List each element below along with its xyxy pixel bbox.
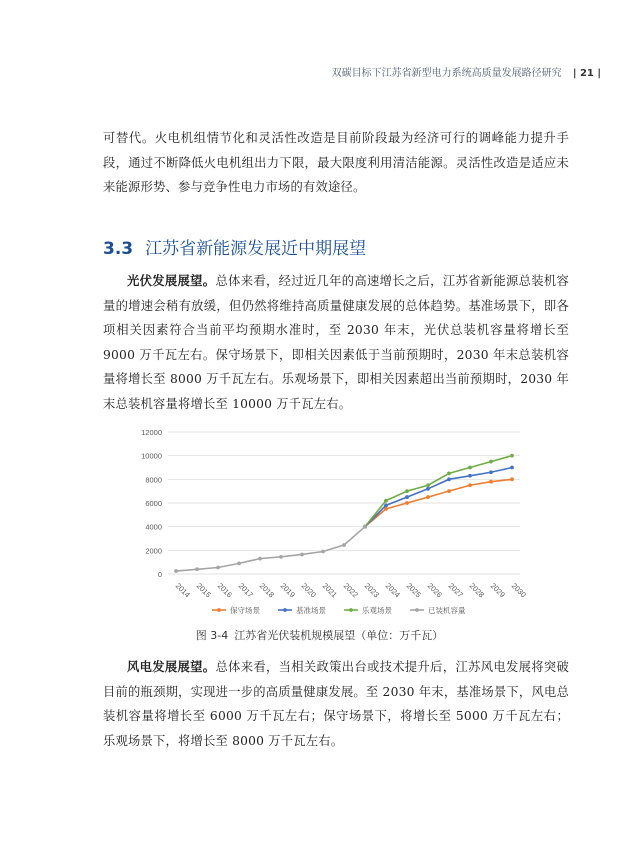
x-tick-label: 2020 [299,581,318,600]
figure-label: 图 3-4 [195,629,229,642]
data-point [468,474,472,478]
data-point [510,454,514,458]
data-point [237,561,241,565]
data-point [426,483,430,487]
legend-marker [217,608,221,612]
series-line-3 [176,527,365,571]
legend-marker [349,608,353,612]
data-point [363,525,367,529]
data-point [447,472,451,476]
y-tick-label: 10000 [141,451,162,461]
data-point [342,543,346,547]
legend-marker [415,608,419,612]
data-point [468,483,472,487]
data-point [321,550,325,554]
x-tick-label: 2018 [257,581,276,600]
pv-paragraph [103,269,569,416]
section-title: 江苏省新能源发展近中期展望 [145,239,367,259]
x-tick-label: 2025 [404,581,423,600]
legend-label: 保守场景 [230,606,260,615]
y-tick-label: 4000 [145,522,162,532]
x-tick-label: 2026 [425,581,444,600]
figure-caption-text: 江苏省光伏装机规模展望（单位：万千瓦） [234,629,444,642]
data-point [195,567,199,571]
running-title: 双碳目标下江苏省新型电力系统高质量发展路径研究 [331,68,562,79]
data-point [405,501,409,505]
x-tick-label: 2028 [467,581,486,600]
data-point [510,477,514,481]
data-point [174,569,178,573]
data-point [216,566,220,570]
running-header [300,64,601,79]
y-tick-label: 6000 [145,499,162,508]
x-tick-label: 2019 [278,581,297,600]
y-tick-label: 0 [157,570,162,579]
series-line-2 [365,456,512,527]
data-point [489,460,493,464]
wind-paragraph-lead: 风电发展展望。 [127,659,216,674]
x-tick-label: 2030 [509,581,528,600]
y-tick-label: 2000 [145,546,162,556]
data-point [384,499,388,503]
data-point [510,466,514,470]
y-tick-label: 8000 [145,475,162,485]
data-point [279,555,283,559]
data-point [489,470,493,474]
legend-label: 乐观场景 [362,606,392,615]
data-point [426,495,430,499]
series-line-1 [365,468,512,527]
data-point [300,553,304,557]
section-number: 3.3 [103,239,134,259]
data-point [468,466,472,470]
data-point [258,557,262,561]
intro-paragraph: 可替代。火电机组情节化和灵活性改造是目前阶段最为经济可行的调峰能力提升手段，通过不断降低火电机组出力下限，最大限度利用清洁能源。灵活性改造是适应未来能源形势、参与竞争性电力市场的有效途径。 [103,131,569,194]
pv-paragraph-text: 总体来看，经过近几年的高速增长之后，江苏省新能源总装机容量的增速会稍有放缓，但仍然将维持高质量健康发展的总体趋势。基准场景下，即各项相关因素符合当前平均预期水准时，至 2030 年末，光伏总装机容量将增长至 9000 万千瓦左右。保守场景下，即相关因素低于当前预期时，2030 年末总装机容量将增长至 8000 万千瓦左右。乐观场景下，即相关因素超出当前预期时，2030 年末总装机容量将增长至 10000 万千瓦左右。 [103,274,569,411]
data-point [489,480,493,484]
x-tick-label: 2024 [383,581,402,600]
data-point [447,489,451,493]
x-tick-label: 2015 [194,581,213,600]
wind-paragraph-text: 总体来看，当相关政策出台或技术提升后，江苏风电发展将突破目前的瓶颈期，实现进一步的高质量健康发展。至 2030 年末，基准场景下，风电总装机容量将增长至 6000 万千瓦左右；保守场景下，将增长至 5000 万千瓦左右；乐观场景下，将增长至 8000 万千瓦左右。 [103,660,569,748]
legend-label: 已装机容量 [428,606,466,615]
data-point [405,495,409,499]
x-tick-label: 2027 [446,581,465,600]
data-point [384,503,388,507]
wind-paragraph [103,655,569,753]
legend-marker [283,608,287,612]
legend-label: 基准场景 [296,606,326,615]
x-tick-label: 2021 [320,581,339,600]
x-tick-label: 2022 [341,581,360,600]
pv-capacity-chart [130,422,530,622]
section-heading [103,234,366,259]
x-tick-label: 2014 [173,581,192,600]
data-point [426,487,430,491]
x-tick-label: 2017 [236,581,255,600]
x-tick-label: 2016 [215,581,234,600]
pv-paragraph-lead: 光伏发展展望。 [127,273,216,288]
data-point [447,477,451,481]
data-point [405,489,409,493]
x-tick-label: 2023 [362,581,381,600]
figure-caption [0,627,639,643]
y-tick-label: 12000 [141,428,162,437]
x-tick-label: 2029 [488,581,507,600]
page-number: | 21 | [572,68,601,79]
